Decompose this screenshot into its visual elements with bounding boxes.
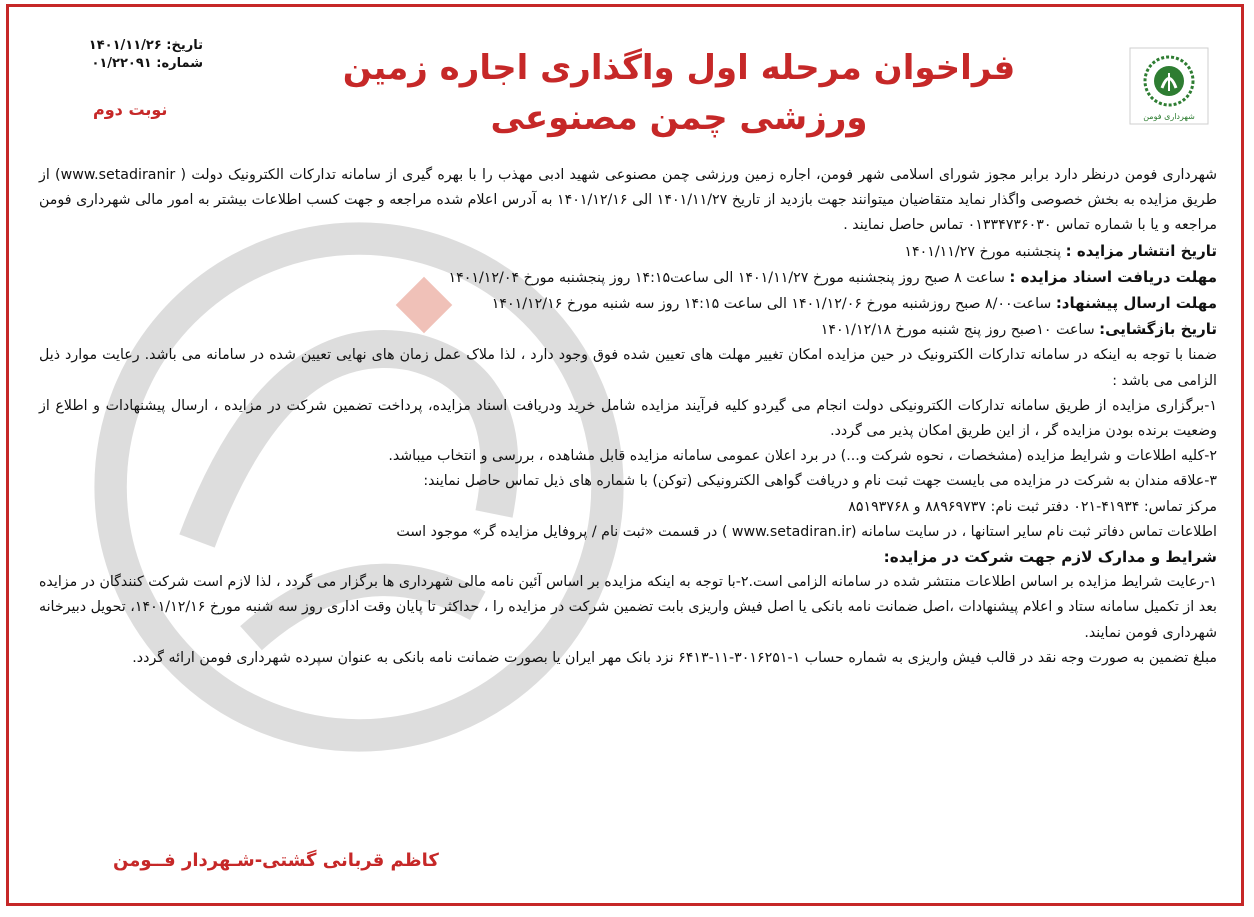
- contact-line: مرکز تماس: ۴۱۹۳۴-۰۲۱ دفتر ثبت نام: ۸۸۹۶۹۷۳۷ و ۸۵۱۹۳۷۶۸: [848, 498, 1217, 515]
- notice-date: تاریخ: ۱۴۰۱/۱۱/۲۶: [88, 38, 203, 53]
- rule-item-3: ۳-علاقه مندان به شرکت در مزایده می بایست جهت ثبت نام و دریافت گواهی الکترونیکی (توکن) با شماره های ذیل تماس حاصل نمایند:: [423, 473, 1217, 490]
- mayor-signature: کاظم قربانی گشتی-شـهردار فــومن: [113, 850, 439, 871]
- docs-deadline-value: ساعت ۸ صبح روز پنجشنبه مورخ ۱۴۰۱/۱۱/۲۷ الی ساعت۱۴:۱۵ روز پنجشنبه مورخ ۱۴۰۱/۱۲/۰۴: [448, 269, 1010, 286]
- bids-deadline-label: مهلت ارسال پیشنهاد:: [1055, 294, 1217, 313]
- publication-turn: نوبت دوم: [93, 100, 168, 119]
- opening-date-value: ساعت ۱۰صبح روز پنج شنبه مورخ ۱۴۰۱/۱۲/۱۸: [820, 322, 1100, 339]
- publish-date-value: پنجشنبه مورخ ۱۴۰۱/۱۱/۲۷: [904, 243, 1066, 260]
- notice-number: شماره: ۰۱/۲۲۰۹۱: [91, 56, 203, 71]
- svg-text:شهرداری فومن: شهرداری فومن: [1143, 112, 1195, 121]
- intro-paragraph: شهرداری فومن درنظر دارد برابر مجوز شورای اسلامی شهر فومن، اجاره زمین ورزشی چمن مصنوعی شهید ادبی مهذب را با بهره گیری از سامانه تدارکات الکترونیک دولت ( www.setadiranir) از طریق مزایده به بخش خصوصی واگذار نماید متقاضیان میتوانند جهت بازدید از تاریخ ۱۴۰۱/۱۱/۲۷ الی ۱۴۰۱/۱۲/۱۶ به آدرس اعلام شده مراجعه و جهت کسب اطلاعات بیشتر به امور مالی شهرداری فومن مراجعه و یا با شماره تماس ۰۱۳۳۴۷۳۶۰۳۰ تماس حاصل نمایند .: [34, 167, 1217, 234]
- conditions-heading: شرایط و مدارک لازم جهت شرکت در مزایده:: [883, 548, 1217, 567]
- bids-deadline-value: ساعت۸/۰۰ صبح روزشنبه مورخ ۱۴۰۱/۱۲/۰۶ الی ساعت ۱۴:۱۵ روز سه شنبه مورخ ۱۴۰۱/۱۲/۱۶: [491, 296, 1056, 313]
- notice-meta: [53, 37, 203, 73]
- rule-item-1: ۱-برگزاری مزایده از طریق سامانه تدارکات الکترونیکی دولت انجام می گیردو کلیه فرآیند مزایده شامل خرید ودریافت اسناد مزایده، پرداخت تضمین شرکت در مزایده ، ارسال پیشنهادات و اطلاع از وضعیت برنده بودن مزایده گر ، از این طریق امکان پذیر می گردد.: [34, 397, 1217, 440]
- condition-item-1: ۱-رعایت شرایط مزایده بر اساس اطلاعات منتشر شده در سامانه الزامی است.۲-با توجه به اینکه مزایده بر اساس آئین نامه مالی شهرداری ها برگزار می گردد ، لذا لازم است شرکت کنندگان در مزایده بعد از تکمیل سامانه ستاد و اعلام پیشنهادات ،اصل ضمانت نامه بانکی یا اصل فیش واریزی بابت تضمین شرکت در مزایده را ، حداکثر تا پایان وقت اداری روز سه شنبه مورخ ۱۴۰۱/۱۲/۱۶، تحویل دبیرخانه شهرداری فومن نمایند.: [34, 574, 1217, 641]
- opening-date-line: [39, 317, 1217, 343]
- notice-body: [34, 163, 1217, 671]
- docs-deadline-line: [39, 265, 1217, 291]
- notice-frame: [6, 4, 1244, 906]
- publish-date-label: تاریخ انتشار مزایده :: [1065, 241, 1217, 260]
- bids-deadline-line: [39, 291, 1217, 317]
- docs-deadline-label: مهلت دریافت اسناد مزایده :: [1009, 267, 1217, 286]
- opening-date-label: تاریخ بازگشایی:: [1099, 320, 1217, 339]
- note-paragraph: ضمنا با توجه به اینکه در سامانه تدارکات الکترونیک در حین مزایده امکان تغییر مهلت های تعیین شده فوق وجود دارد ، لذا ملاک عمل زمان های نهایی تعیین شده در سامانه می باشد. رعایت موارد ذیل الزامی می باشد :: [34, 347, 1217, 389]
- municipality-logo: [1129, 47, 1209, 125]
- title-line-2: ورزشی چمن مصنوعی: [490, 98, 868, 138]
- notice-title: [269, 43, 1089, 143]
- rule-item-2: ۲-کلیه اطلاعات و شرایط مزایده (مشخصات ، نحوه شرکت و...) در برد اعلان عمومی سامانه مزایده قابل مشاهده ، بررسی و انتخاب میباشد.: [388, 448, 1217, 465]
- deposit-paragraph: مبلغ تضمین به صورت وجه نقد در قالب فیش واریزی به شماره حساب ۱-۳۰۱۶۲۵۱-۱۱-۶۴۱۳ نزد بانک مهر ایران یا بصورت ضمانت نامه بانکی به عنوان سپرده شهرداری فومن ارائه گردد.: [132, 649, 1217, 666]
- offices-line: اطلاعات تماس دفاتر ثبت نام سایر استانها ، در سایت سامانه (www.setadiran.ir ) در قسمت «ثبت نام / پروفایل مزایده گر» موجود است: [396, 523, 1217, 540]
- title-line-1: فراخوان مرحله اول واگذاری اجاره زمین: [342, 48, 1016, 88]
- publish-date-line: [39, 239, 1217, 265]
